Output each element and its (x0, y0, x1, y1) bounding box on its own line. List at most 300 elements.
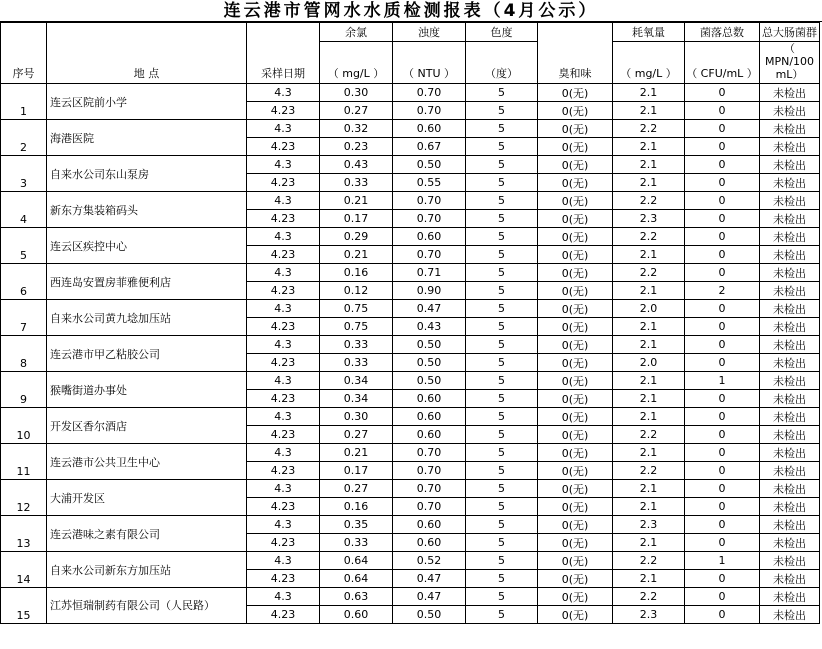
cell-odor: 0(无) (538, 264, 613, 282)
cell-turbidity: 0.70 (393, 210, 466, 228)
table-row (1, 516, 820, 534)
cell-chlorine: 0.29 (320, 228, 393, 246)
cell-color: 5 (466, 588, 538, 606)
table-body (1, 84, 820, 624)
cell-colony: 0 (685, 354, 760, 372)
cell-cod: 2.1 (613, 174, 685, 192)
cell-odor: 0(无) (538, 174, 613, 192)
cell-date: 4.3 (247, 444, 320, 462)
header-colony: 菌落总数 (685, 23, 760, 42)
cell-odor: 0(无) (538, 318, 613, 336)
cell-color: 5 (466, 408, 538, 426)
row-location: 大浦开发区 (47, 480, 247, 516)
cell-date: 4.23 (247, 282, 320, 300)
row-location: 江苏恒瑞制药有限公司（人民路） (47, 588, 247, 624)
cell-turbidity: 0.50 (393, 336, 466, 354)
water-quality-table (0, 22, 820, 624)
cell-odor: 0(无) (538, 390, 613, 408)
cell-odor: 0(无) (538, 228, 613, 246)
cell-chlorine: 0.12 (320, 282, 393, 300)
cell-color: 5 (466, 426, 538, 444)
row-location: 连云港市甲乙粘胶公司 (47, 336, 247, 372)
cell-cod: 2.3 (613, 210, 685, 228)
cell-date: 4.23 (247, 534, 320, 552)
cell-cod: 2.2 (613, 192, 685, 210)
cell-color: 5 (466, 336, 538, 354)
header-color: 色度 (466, 23, 538, 42)
cell-cod: 2.1 (613, 318, 685, 336)
cell-cod: 2.2 (613, 426, 685, 444)
cell-odor: 0(无) (538, 336, 613, 354)
cell-chlorine: 0.27 (320, 426, 393, 444)
cell-cod: 2.2 (613, 462, 685, 480)
cell-coliform: 未检出 (760, 282, 820, 300)
cell-coliform: 未检出 (760, 174, 820, 192)
cell-colony: 2 (685, 282, 760, 300)
cell-turbidity: 0.70 (393, 462, 466, 480)
table-row (1, 336, 820, 354)
cell-color: 5 (466, 516, 538, 534)
cell-colony: 0 (685, 264, 760, 282)
cell-turbidity: 0.71 (393, 264, 466, 282)
cell-colony: 0 (685, 480, 760, 498)
cell-coliform: 未检出 (760, 408, 820, 426)
unit-turbidity: （ NTU ） (393, 42, 466, 84)
cell-coliform: 未检出 (760, 426, 820, 444)
cell-chlorine: 0.64 (320, 570, 393, 588)
row-location: 连云港味之素有限公司 (47, 516, 247, 552)
cell-colony: 0 (685, 228, 760, 246)
cell-cod: 2.2 (613, 264, 685, 282)
cell-chlorine: 0.33 (320, 336, 393, 354)
cell-cod: 2.1 (613, 156, 685, 174)
cell-turbidity: 0.47 (393, 570, 466, 588)
cell-colony: 0 (685, 120, 760, 138)
cell-cod: 2.1 (613, 498, 685, 516)
report-title: 连云港市管网水水质检测报表（4月公示） (0, 0, 822, 22)
unit-chlorine: （ mg/L ） (320, 42, 393, 84)
header-chlorine: 余氯 (320, 23, 393, 42)
cell-odor: 0(无) (538, 372, 613, 390)
cell-odor: 0(无) (538, 120, 613, 138)
cell-color: 5 (466, 552, 538, 570)
cell-chlorine: 0.43 (320, 156, 393, 174)
cell-turbidity: 0.67 (393, 138, 466, 156)
cell-chlorine: 0.27 (320, 480, 393, 498)
cell-coliform: 未检出 (760, 210, 820, 228)
cell-colony: 0 (685, 498, 760, 516)
row-location: 自来水公司东山泵房 (47, 156, 247, 192)
cell-chlorine: 0.33 (320, 534, 393, 552)
cell-cod: 2.1 (613, 372, 685, 390)
cell-cod: 2.1 (613, 480, 685, 498)
cell-coliform: 未检出 (760, 120, 820, 138)
table-row (1, 84, 820, 102)
cell-colony: 0 (685, 174, 760, 192)
row-location: 自来水公司黄九埝加压站 (47, 300, 247, 336)
cell-cod: 2.2 (613, 120, 685, 138)
cell-odor: 0(无) (538, 102, 613, 120)
row-index: 10 (1, 408, 47, 444)
cell-odor: 0(无) (538, 246, 613, 264)
cell-color: 5 (466, 156, 538, 174)
table-row (1, 552, 820, 570)
cell-cod: 2.1 (613, 336, 685, 354)
cell-odor: 0(无) (538, 462, 613, 480)
cell-coliform: 未检出 (760, 300, 820, 318)
cell-color: 5 (466, 102, 538, 120)
cell-chlorine: 0.21 (320, 444, 393, 462)
cell-coliform: 未检出 (760, 84, 820, 102)
cell-color: 5 (466, 174, 538, 192)
cell-chlorine: 0.23 (320, 138, 393, 156)
cell-date: 4.3 (247, 372, 320, 390)
row-location: 西连岛安置房菲雅便利店 (47, 264, 247, 300)
table-row (1, 588, 820, 606)
cell-coliform: 未检出 (760, 264, 820, 282)
cell-date: 4.3 (247, 408, 320, 426)
row-index: 14 (1, 552, 47, 588)
table-row (1, 228, 820, 246)
cell-odor: 0(无) (538, 408, 613, 426)
cell-date: 4.3 (247, 228, 320, 246)
cell-coliform: 未检出 (760, 606, 820, 624)
cell-cod: 2.1 (613, 282, 685, 300)
cell-color: 5 (466, 120, 538, 138)
cell-turbidity: 0.70 (393, 498, 466, 516)
cell-colony: 0 (685, 210, 760, 228)
cell-colony: 0 (685, 588, 760, 606)
cell-colony: 0 (685, 606, 760, 624)
cell-cod: 2.1 (613, 138, 685, 156)
row-index: 3 (1, 156, 47, 192)
cell-chlorine: 0.35 (320, 516, 393, 534)
cell-coliform: 未检出 (760, 390, 820, 408)
unit-cod: （ mg/L ） (613, 42, 685, 84)
cell-date: 4.3 (247, 156, 320, 174)
cell-color: 5 (466, 138, 538, 156)
cell-odor: 0(无) (538, 300, 613, 318)
table-row (1, 192, 820, 210)
cell-chlorine: 0.30 (320, 84, 393, 102)
cell-colony: 0 (685, 462, 760, 480)
cell-color: 5 (466, 480, 538, 498)
cell-turbidity: 0.52 (393, 552, 466, 570)
cell-odor: 0(无) (538, 156, 613, 174)
header-date: 采样日期 (247, 23, 320, 84)
cell-colony: 0 (685, 84, 760, 102)
cell-cod: 2.0 (613, 354, 685, 372)
cell-date: 4.23 (247, 174, 320, 192)
cell-date: 4.23 (247, 498, 320, 516)
table-row (1, 480, 820, 498)
row-location: 连云区院前小学 (47, 84, 247, 120)
cell-turbidity: 0.70 (393, 84, 466, 102)
cell-colony: 0 (685, 570, 760, 588)
cell-chlorine: 0.16 (320, 498, 393, 516)
cell-cod: 2.0 (613, 300, 685, 318)
cell-date: 4.3 (247, 264, 320, 282)
cell-date: 4.23 (247, 390, 320, 408)
cell-chlorine: 0.75 (320, 300, 393, 318)
cell-colony: 0 (685, 102, 760, 120)
cell-turbidity: 0.43 (393, 318, 466, 336)
cell-odor: 0(无) (538, 570, 613, 588)
cell-odor: 0(无) (538, 138, 613, 156)
cell-date: 4.3 (247, 192, 320, 210)
cell-turbidity: 0.50 (393, 372, 466, 390)
cell-chlorine: 0.30 (320, 408, 393, 426)
cell-color: 5 (466, 534, 538, 552)
cell-coliform: 未检出 (760, 534, 820, 552)
cell-cod: 2.1 (613, 390, 685, 408)
cell-color: 5 (466, 318, 538, 336)
cell-color: 5 (466, 354, 538, 372)
cell-turbidity: 0.50 (393, 156, 466, 174)
cell-color: 5 (466, 372, 538, 390)
cell-date: 4.23 (247, 318, 320, 336)
cell-date: 4.3 (247, 84, 320, 102)
cell-date: 4.3 (247, 516, 320, 534)
cell-turbidity: 0.47 (393, 588, 466, 606)
cell-odor: 0(无) (538, 354, 613, 372)
cell-colony: 0 (685, 534, 760, 552)
cell-odor: 0(无) (538, 552, 613, 570)
cell-odor: 0(无) (538, 606, 613, 624)
row-location: 开发区香尔酒店 (47, 408, 247, 444)
cell-turbidity: 0.60 (393, 390, 466, 408)
row-location: 自来水公司新东方加压站 (47, 552, 247, 588)
header-index: 序号 (1, 23, 47, 84)
cell-colony: 0 (685, 192, 760, 210)
header-cod: 耗氧量 (613, 23, 685, 42)
cell-coliform: 未检出 (760, 102, 820, 120)
cell-date: 4.23 (247, 462, 320, 480)
cell-odor: 0(无) (538, 210, 613, 228)
cell-coliform: 未检出 (760, 372, 820, 390)
cell-turbidity: 0.47 (393, 300, 466, 318)
cell-color: 5 (466, 210, 538, 228)
cell-coliform: 未检出 (760, 480, 820, 498)
cell-odor: 0(无) (538, 282, 613, 300)
cell-chlorine: 0.17 (320, 210, 393, 228)
cell-chlorine: 0.33 (320, 354, 393, 372)
cell-color: 5 (466, 264, 538, 282)
cell-date: 4.23 (247, 210, 320, 228)
row-index: 11 (1, 444, 47, 480)
cell-cod: 2.2 (613, 588, 685, 606)
cell-chlorine: 0.16 (320, 264, 393, 282)
row-index: 9 (1, 372, 47, 408)
cell-coliform: 未检出 (760, 444, 820, 462)
cell-odor: 0(无) (538, 426, 613, 444)
table-row (1, 120, 820, 138)
table-row (1, 156, 820, 174)
cell-color: 5 (466, 462, 538, 480)
cell-turbidity: 0.70 (393, 192, 466, 210)
cell-date: 4.3 (247, 300, 320, 318)
cell-odor: 0(无) (538, 84, 613, 102)
cell-turbidity: 0.50 (393, 354, 466, 372)
row-index: 7 (1, 300, 47, 336)
cell-chlorine: 0.32 (320, 120, 393, 138)
cell-chlorine: 0.33 (320, 174, 393, 192)
cell-colony: 0 (685, 300, 760, 318)
row-index: 2 (1, 120, 47, 156)
cell-turbidity: 0.55 (393, 174, 466, 192)
cell-date: 4.23 (247, 570, 320, 588)
cell-color: 5 (466, 498, 538, 516)
cell-colony: 1 (685, 372, 760, 390)
table-row (1, 264, 820, 282)
cell-coliform: 未检出 (760, 336, 820, 354)
cell-date: 4.3 (247, 480, 320, 498)
cell-coliform: 未检出 (760, 354, 820, 372)
cell-coliform: 未检出 (760, 552, 820, 570)
cell-colony: 0 (685, 318, 760, 336)
cell-colony: 0 (685, 138, 760, 156)
cell-chlorine: 0.63 (320, 588, 393, 606)
cell-odor: 0(无) (538, 588, 613, 606)
table-row (1, 300, 820, 318)
cell-turbidity: 0.60 (393, 534, 466, 552)
cell-turbidity: 0.70 (393, 444, 466, 462)
cell-date: 4.23 (247, 246, 320, 264)
cell-colony: 0 (685, 390, 760, 408)
cell-date: 4.3 (247, 588, 320, 606)
unit-colony: （ CFU/mL ） (685, 42, 760, 84)
cell-coliform: 未检出 (760, 156, 820, 174)
cell-color: 5 (466, 606, 538, 624)
row-index: 5 (1, 228, 47, 264)
table-row (1, 372, 820, 390)
row-location: 新东方集装箱码头 (47, 192, 247, 228)
cell-cod: 2.3 (613, 516, 685, 534)
cell-colony: 0 (685, 444, 760, 462)
cell-odor: 0(无) (538, 480, 613, 498)
cell-coliform: 未检出 (760, 246, 820, 264)
row-index: 6 (1, 264, 47, 300)
cell-turbidity: 0.90 (393, 282, 466, 300)
row-location: 连云区疾控中心 (47, 228, 247, 264)
cell-cod: 2.2 (613, 228, 685, 246)
header-coliform: 总大肠菌群 (760, 23, 820, 42)
row-location: 连云港市公共卫生中心 (47, 444, 247, 480)
unit-color: （度） (466, 42, 538, 84)
cell-chlorine: 0.34 (320, 372, 393, 390)
cell-turbidity: 0.60 (393, 408, 466, 426)
cell-chlorine: 0.60 (320, 606, 393, 624)
cell-cod: 2.1 (613, 84, 685, 102)
cell-colony: 0 (685, 408, 760, 426)
cell-odor: 0(无) (538, 192, 613, 210)
cell-turbidity: 0.70 (393, 246, 466, 264)
header-location: 地 点 (47, 23, 247, 84)
table-row (1, 444, 820, 462)
cell-colony: 0 (685, 516, 760, 534)
cell-cod: 2.2 (613, 552, 685, 570)
row-index: 13 (1, 516, 47, 552)
cell-date: 4.23 (247, 426, 320, 444)
cell-color: 5 (466, 570, 538, 588)
cell-color: 5 (466, 390, 538, 408)
cell-turbidity: 0.60 (393, 228, 466, 246)
cell-cod: 2.1 (613, 246, 685, 264)
row-index: 12 (1, 480, 47, 516)
cell-odor: 0(无) (538, 534, 613, 552)
unit-coliform: （ MPN/100 mL） (760, 42, 820, 84)
header-odor: 臭和味 (538, 23, 613, 84)
cell-coliform: 未检出 (760, 498, 820, 516)
cell-turbidity: 0.50 (393, 606, 466, 624)
cell-cod: 2.3 (613, 606, 685, 624)
cell-cod: 2.1 (613, 408, 685, 426)
cell-odor: 0(无) (538, 516, 613, 534)
cell-date: 4.23 (247, 138, 320, 156)
cell-date: 4.3 (247, 552, 320, 570)
cell-chlorine: 0.34 (320, 390, 393, 408)
cell-coliform: 未检出 (760, 570, 820, 588)
header-turbidity: 浊度 (393, 23, 466, 42)
row-index: 15 (1, 588, 47, 624)
cell-chlorine: 0.21 (320, 246, 393, 264)
row-location: 海港医院 (47, 120, 247, 156)
cell-chlorine: 0.17 (320, 462, 393, 480)
cell-chlorine: 0.21 (320, 192, 393, 210)
cell-cod: 2.1 (613, 570, 685, 588)
cell-odor: 0(无) (538, 444, 613, 462)
cell-coliform: 未检出 (760, 588, 820, 606)
row-index: 4 (1, 192, 47, 228)
cell-date: 4.23 (247, 354, 320, 372)
cell-color: 5 (466, 228, 538, 246)
cell-color: 5 (466, 246, 538, 264)
cell-color: 5 (466, 282, 538, 300)
cell-turbidity: 0.70 (393, 102, 466, 120)
cell-turbidity: 0.60 (393, 120, 466, 138)
cell-colony: 1 (685, 552, 760, 570)
cell-cod: 2.1 (613, 444, 685, 462)
cell-cod: 2.1 (613, 534, 685, 552)
cell-coliform: 未检出 (760, 462, 820, 480)
cell-date: 4.3 (247, 120, 320, 138)
cell-chlorine: 0.75 (320, 318, 393, 336)
cell-colony: 0 (685, 246, 760, 264)
cell-cod: 2.1 (613, 102, 685, 120)
cell-colony: 0 (685, 336, 760, 354)
cell-chlorine: 0.27 (320, 102, 393, 120)
cell-coliform: 未检出 (760, 138, 820, 156)
cell-color: 5 (466, 192, 538, 210)
cell-color: 5 (466, 84, 538, 102)
cell-coliform: 未检出 (760, 228, 820, 246)
cell-date: 4.23 (247, 606, 320, 624)
cell-colony: 0 (685, 426, 760, 444)
cell-turbidity: 0.70 (393, 480, 466, 498)
cell-color: 5 (466, 300, 538, 318)
table-row (1, 408, 820, 426)
cell-coliform: 未检出 (760, 192, 820, 210)
cell-turbidity: 0.60 (393, 426, 466, 444)
header-row-top (1, 23, 820, 42)
row-index: 1 (1, 84, 47, 120)
cell-colony: 0 (685, 156, 760, 174)
cell-coliform: 未检出 (760, 318, 820, 336)
cell-chlorine: 0.64 (320, 552, 393, 570)
cell-date: 4.3 (247, 336, 320, 354)
cell-color: 5 (466, 444, 538, 462)
cell-odor: 0(无) (538, 498, 613, 516)
